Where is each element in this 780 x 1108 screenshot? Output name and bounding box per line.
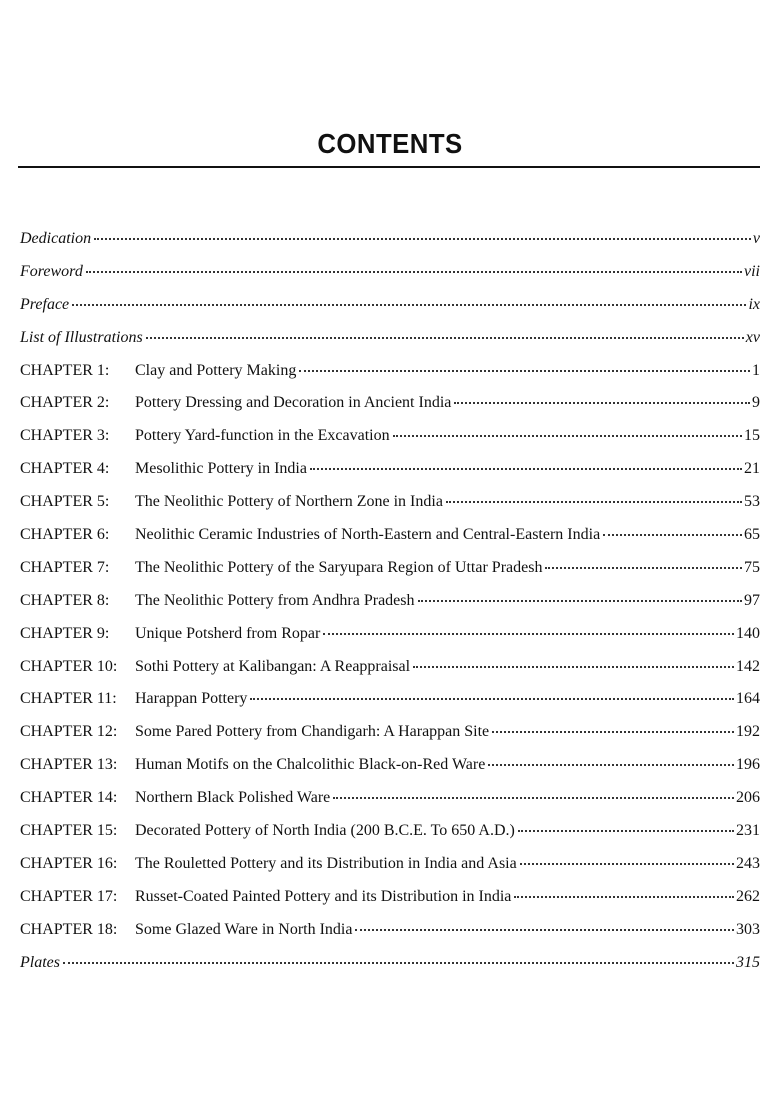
dot-leader xyxy=(454,402,750,404)
entry-title: Some Glazed Ware in North India xyxy=(135,920,353,938)
entry-title: The Neolithic Pottery of the Saryupara Region of Uttar Pradesh xyxy=(135,558,543,576)
dot-leader xyxy=(323,633,734,635)
chapter-label: CHAPTER 1: xyxy=(20,361,110,379)
page-number: 303 xyxy=(736,920,760,938)
page-number: 75 xyxy=(744,558,760,576)
dot-leader xyxy=(446,501,742,503)
dot-leader xyxy=(514,896,734,898)
dot-leader xyxy=(250,698,734,700)
page-number: 231 xyxy=(736,822,760,840)
entry-title: Dedication xyxy=(20,230,92,247)
toc-entry[interactable] xyxy=(20,296,760,329)
page-number: 15 xyxy=(744,427,760,445)
entry-title: Plates xyxy=(20,953,60,971)
table-of-contents xyxy=(20,230,760,986)
dot-leader xyxy=(355,929,734,931)
toc-entry[interactable] xyxy=(20,263,760,296)
page-number: 262 xyxy=(736,887,760,905)
entry-title: Foreword xyxy=(20,262,83,280)
title-rule xyxy=(18,166,760,168)
chapter-label: CHAPTER 13: xyxy=(20,756,118,774)
toc-entry[interactable] xyxy=(20,230,760,263)
chapter-label: CHAPTER 3: xyxy=(20,427,110,445)
page-number: 243 xyxy=(736,854,760,872)
dot-leader xyxy=(94,238,751,240)
entry-title: The Rouletted Pottery and its Distribution in India and Asia xyxy=(135,854,517,872)
dot-leader xyxy=(72,304,746,306)
page-number: 1 xyxy=(752,361,760,379)
chapter-label: CHAPTER 2: xyxy=(20,394,110,412)
toc-entry-chapter[interactable] xyxy=(20,658,760,691)
page-number: xv xyxy=(745,328,760,346)
page-number: 206 xyxy=(736,789,760,807)
dot-leader xyxy=(413,666,734,668)
chapter-label: CHAPTER 6: xyxy=(20,526,110,544)
chapter-label: CHAPTER 11: xyxy=(20,690,117,708)
entry-title: Unique Potsherd from Ropar xyxy=(135,624,321,642)
toc-entry[interactable] xyxy=(20,329,760,362)
entry-title: Harappan Pottery xyxy=(135,690,248,708)
entry-title: Northern Black Polished Ware xyxy=(135,789,331,807)
chapter-label: CHAPTER 4: xyxy=(20,460,110,478)
entry-title: Some Pared Pottery from Chandigarh: A Harappan Site xyxy=(135,723,490,741)
entry-title: Mesolithic Pottery in India xyxy=(135,460,307,478)
dot-leader xyxy=(518,830,734,832)
dot-leader xyxy=(86,271,742,273)
toc-entry-chapter[interactable] xyxy=(20,756,760,789)
toc-entry-chapter[interactable] xyxy=(20,855,760,888)
entry-title: Preface xyxy=(20,295,70,313)
page-number: 53 xyxy=(744,493,760,511)
toc-entry-chapter[interactable] xyxy=(20,723,760,756)
toc-entry-chapter[interactable] xyxy=(20,592,760,625)
toc-entry-chapter[interactable] xyxy=(20,362,760,395)
chapter-label: CHAPTER 18: xyxy=(20,920,118,938)
page-number: 65 xyxy=(744,526,760,544)
chapter-label: CHAPTER 17: xyxy=(20,887,118,905)
entry-title: The Neolithic Pottery from Andhra Pradesh xyxy=(135,591,415,609)
entry-title: Sothi Pottery at Kalibangan: A Reappraisal xyxy=(135,657,411,675)
toc-entry-chapter[interactable] xyxy=(20,526,760,559)
entry-title: Clay and Pottery Making xyxy=(135,361,297,379)
page-number: 192 xyxy=(736,723,760,741)
dot-leader xyxy=(488,764,734,766)
toc-entry-chapter[interactable] xyxy=(20,690,760,723)
chapter-label: CHAPTER 9: xyxy=(20,624,110,642)
toc-entry-chapter[interactable] xyxy=(20,888,760,921)
dot-leader xyxy=(418,600,743,602)
page-number: 196 xyxy=(736,756,760,774)
dot-leader xyxy=(603,534,742,536)
toc-entry-chapter[interactable] xyxy=(20,394,760,427)
entry-title: List of Illustrations xyxy=(20,328,143,346)
page-number: v xyxy=(752,230,760,247)
chapter-label: CHAPTER 14: xyxy=(20,789,118,807)
dot-leader xyxy=(393,435,742,437)
entry-title: Russet-Coated Painted Pottery and its Distribution in India xyxy=(135,887,512,905)
chapter-label: CHAPTER 15: xyxy=(20,822,118,840)
toc-entry-chapter[interactable] xyxy=(20,625,760,658)
entry-title: Human Motifs on the Chalcolithic Black-on-Red Ware xyxy=(135,756,486,774)
toc-entry-chapter[interactable] xyxy=(20,822,760,855)
page-number: ix xyxy=(748,295,760,313)
toc-entry-chapter[interactable] xyxy=(20,460,760,493)
dot-leader xyxy=(333,797,734,799)
dot-leader xyxy=(146,337,744,339)
dot-leader xyxy=(299,370,750,372)
entry-title: Neolithic Ceramic Industries of North-Eastern and Central-Eastern India xyxy=(135,526,601,544)
entry-title: Decorated Pottery of North India (200 B.C.E. To 650 A.D.) xyxy=(135,822,515,840)
page-number: 97 xyxy=(744,591,760,609)
page-number: 164 xyxy=(736,690,760,708)
page-number: 21 xyxy=(744,460,760,478)
entry-title: Pottery Dressing and Decoration in Ancient India xyxy=(135,394,452,412)
chapter-label: CHAPTER 8: xyxy=(20,591,110,609)
chapter-label: CHAPTER 5: xyxy=(20,493,110,511)
page-title: CONTENTS xyxy=(317,128,463,159)
toc-entry-chapter[interactable] xyxy=(20,427,760,460)
dot-leader xyxy=(63,962,734,964)
dot-leader xyxy=(310,468,742,470)
page-number: 142 xyxy=(736,657,760,675)
entry-title: The Neolithic Pottery of Northern Zone in India xyxy=(135,493,443,511)
page-number: vii xyxy=(744,262,760,280)
dot-leader xyxy=(520,863,734,865)
page-number: 315 xyxy=(736,953,760,971)
chapter-label: CHAPTER 16: xyxy=(20,854,118,872)
dot-leader xyxy=(492,731,734,733)
entry-title: Pottery Yard-function in the Excavation xyxy=(135,427,390,445)
page-number: 9 xyxy=(752,394,760,412)
chapter-label: CHAPTER 10: xyxy=(20,657,118,675)
page-number: 140 xyxy=(736,624,760,642)
toc-entry[interactable] xyxy=(20,954,760,987)
toc-entry-chapter[interactable] xyxy=(20,921,760,954)
toc-entry-chapter[interactable] xyxy=(20,789,760,822)
toc-entry-chapter[interactable] xyxy=(20,559,760,592)
chapter-label: CHAPTER 7: xyxy=(20,558,110,576)
dot-leader xyxy=(545,567,742,569)
chapter-label: CHAPTER 12: xyxy=(20,723,118,741)
toc-entry-chapter[interactable] xyxy=(20,493,760,526)
